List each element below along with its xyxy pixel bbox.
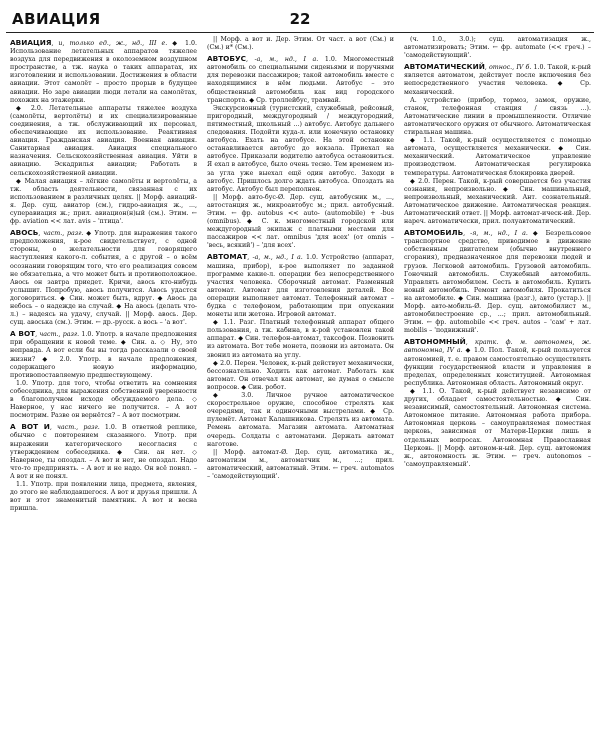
entry-paragraph [207,449,394,481]
entry-paragraph [10,105,197,178]
entry-text: ◆ Малая авиация – лёгкие самолёты и вертолёты, а тж. область деятельности, связанная с их использованием в различных целях. || Морф. авиаций-я. Дер. сущ. авиатор (см.), гидро-авиация ж., ..., суперавиация ж.; прил. авиацион(н)ый (см.). Этим. ← фр. aviation << лат. avis – 'птица'. [10,177,197,226]
entry-text: Экскурсионный (туристский, служебный, рейсовый, пригородный, междугородный / междугородний, пятиместный, школьный ...) автобус. Автобус дальнего следования. Подойти куда-л. или конечную остановку автобуса. Ехать на автобусе. На этой остановке останавливается автобус до вокзала. Приехал на автобусе. Приказали водителю автобуса остановиться. Я ехал в автобусе, было очень тесно. Тем временем из-за угла уже выехал ещё один автобус. Заходи в автобус. Пришлось долго ждать автобуса. Опоздать на автобус. Автобус был переполнен. [207,104,394,193]
entry-paragraph [404,97,591,137]
column-middle [207,36,394,746]
entry-grammar: , -я, м., нд., I а. [463,230,528,238]
page-header [6,6,594,33]
column-left [10,36,197,746]
running-head: АВИАЦИЯ [12,10,101,28]
column-right [404,36,591,746]
entry-grammar: , относ., IV б. [484,64,532,72]
entry-text: ◆ Безрельсовое транспортное средство, приводимое в движение собственным двигателем (обычно внутреннего сгорания), предназначенное для перевозки людей и грузов. Легковой автомобиль. Грузовой автомобиль. Гоночный автомобиль. Служебный автомобиль. Управлять автомобилем. Сесть в автомобиль. Купить новый автомобиль. Ремонт автомобиля. Прокатиться на автомобиле. ◆ Син. машина (разг.), авто (устар.). || Морф. авто-мобиль-Ø. Дер. сущ. автомобилист м., автомобилестроение ср., ...; прил. автомобильный. Этим. ← фр. automobile << греч. autos – 'сам' + лат. mobilis – 'подвижный'. [404,230,591,335]
entry-text: ◆ 2.0. Летательные аппараты тяжелее воздуха (самолёты, вертолёты) и их специализированные соединения, а тж. обслуживающий их персонал, обеспечивающие их использование. Реактивная авиация. Гражданская авиация. Военная авиация. Санитарная авиация. Авиация специального назначения. Сельскохозяйственная авиация. Уйти в авиацию. Эскадрилья авиации; Работать в сельскохозяйственной авиации. [10,104,197,177]
entry-paragraph [404,178,591,227]
entry-headword: А ВОТ И [10,422,50,432]
entry-text: 1.0. Употр. для того, чтобы ответить на сомнения собеседника, для выражения собственной уверенности в благополучном исходе обсуждаемого дела. ◇ Наверное, у нас ничего не получится. – А вот посмотрим. Разве он вернётся? – А вот посмотрим. [10,379,197,420]
dictionary-entry [10,423,197,481]
dictionary-entry [10,39,197,105]
dictionary-entry [10,229,197,327]
dictionary-entry [404,229,591,335]
entry-grammar: , -а, м., нд., I а. [247,254,303,262]
entry-paragraph [404,388,591,469]
entry-headword: АВТОМАТ [207,252,248,262]
entry-grammar: , част., разг. [38,230,84,238]
dictionary-entry [404,63,591,96]
entry-paragraph [10,481,197,513]
entry-paragraph [10,380,197,420]
entry-paragraph [207,36,394,52]
entry-paragraph [207,392,394,449]
entry-grammar: , част., разг. [49,424,100,432]
entry-text: (ч. 1.0., 3.0.); сущ. автоматизация ж., автоматизировать; Этим. ← фр. automate (<< греч.) – 'самодействующий'. [404,36,591,60]
dictionary-entry [10,330,197,380]
entry-headword: АВТОНОМНЫЙ [404,337,466,347]
dictionary-entry [404,338,591,388]
entry-text: ◆ 2.0. Перен. Такой, к-рый совершается без участия сознания, непроизвольно. ◆ Син. машинальный, непроизвольный, механический. Ант. сознательный. Автоматическое движение. Автоматическая реакция. Автоматический ответ. || Морф. автомат-ическ-ий. Дер. нареч. автоматически, прил. полуавтоматический. [404,177,591,226]
entry-paragraph [207,194,394,251]
entry-grammar: , част., разг. [35,331,80,339]
entry-text: 1.0. Многоместный автомобиль со специальными сиденьями и поручнями для перевозки пассажиров; такой автомобиль вместе с находящимися в нём людьми. Автобус – это общественный автомобиль как вид городского транспорта. ◆ Ср. троллейбус, трамвай. [207,56,394,104]
dictionary-entry [207,55,394,105]
entry-paragraph [207,319,394,359]
entry-text: ◆ 2.0. Перен. Человек, к-рый действует механически, бессознательно. Ходить как автомат. Работать как автомат. Он отвечал как автомат, не думая о смысле вопросов. ◆ Син. робот. [207,359,394,391]
entry-headword: АВТОМАТИЧЕСКИЙ [404,62,485,72]
entry-paragraph [404,36,591,60]
page-number: 22 [289,10,311,28]
entry-text: || Морф. а вот и. Дер. Этим. От част. а вот (См.) и (См.) и* (Cм.). [207,36,394,52]
entry-text: 1.0. Употр. в начале предложения при обращении к новой теме. ◆ Син. а. ◇ Ну, это неправда. А вот если бы вы тогда рассказали о своей жизни? ◆ 2.0. Употр. в начале предложения, содержащего новую информацию, противопоставляемую предшествующему. [10,331,197,379]
entry-text: ◆ 1.1. Такой, к-рый осуществляется с помощью автомата, осуществляется механически. ◆ Син. механический. Автоматическое управление производством. Автоматическая регулировка температуры. Автоматическая блокировка дверей. [404,137,591,177]
entry-headword: АВТОБУС [207,54,246,64]
entry-text: А. устройство (прибор, тормоз, замок, оружие, станок, телефонная станция / связь ...). Автоматические линии в промышленности. Отличие автоматического оружия от обычного. Автоматическая стиральная машина. [404,96,591,137]
entry-text: 1.0. Такой, к-рый является автоматом, действует после включения без непосредственного участия человека. ◆ Ср. механический. [404,64,591,96]
entry-grammar: , кратк. ф. м. автономен, ж. автономна, IV а. [404,339,591,355]
entry-paragraph [10,178,197,227]
text-columns [10,36,592,746]
entry-text: ◆ 1.0. Пол. Такой, к-рый пользуется автономией, т. е. правом самостоятельно осуществлять функции государственной власти и управления в пределах, определенных конституцией. Автономная республика. Автономная область. Автономный округ. [404,347,591,387]
entry-headword: АВИАЦИЯ [10,38,52,47]
entry-grammar: , и, только ед., ж., нд., III е. [51,40,168,47]
entry-text: ◆ 1.0. Использование летательных аппаратов тяжелее воздуха для передвижения в околоземном воздушном пространстве, а тж. наука о таких аппаратах, их изготовлении и использовании. Достижения в области авиации. Этот самолёт – просто прорыв в будущее авиации. Но заре авиации люди летали на самолётах, похожих на этажерки. [10,40,197,104]
dictionary-entry [207,253,394,319]
entry-text: ◆ 1.1. О. Такой, к-рый действует независимо от других, обладает самостоятельностью. ◆ Син. независимый, самостоятельный. Автономная система. Автономное питание. Автономная работа прибора. Автономная церковь – самоуправляемая поместная церковь, зависимая от Матери-Церкви лишь в отдельных вопросах. Автономная Православная Церковь. || Морф. автоном-н-ый. Дер. сущ. автономия ж., автономность ж. Этим. ← греч. autonomos – 'самоуправляемый'. [404,387,591,468]
entry-text: 1.1. Употр. при появлении лица, предмета, явления, до этого не наблюдавшегося. А вот и друзья пришли. А вот и этот знаменитый памятник. А вот и весна пришла. [10,480,197,513]
entry-headword: А ВОТ [10,329,36,339]
entry-paragraph [207,360,394,392]
entry-text: || Морф. авто-бус-Ø. Дер. сущ. автобусник м., ..., автостанция ж., микроавтобус м.; прил. автобусный. Этим. ← фр. autobus << auto- (automobile) + -bus (omnibus). ◆ С. к. многоместный городской или междугородный экипаж с платными местами для пассажиров << лат. omnibus 'для всех' (от omnis – 'весь, всякий') – 'для всех'. [207,193,394,250]
entry-text: ◆ 1.1. Разг. Платный телефонный аппарат общего пользования, а тж. кабина, в к-рой установлен такой аппарат. ◆ Син. телефон-автомат, таксофон. Позвонить из автомата. Вот тебе монета, позвони из автомата. Он звонил из автомата на углу. [207,319,394,359]
entry-paragraph [404,137,591,177]
entry-text: 1.0. Устройство (аппарат, машина, прибор), к-рое выполняет по заданной программе какие-л. операции без непосредственного участия человека. Сборочный автомат. Разменный автомат. Автомат для изготовления деталей. Все операции выполняет автомат. Телефонный автомат – будка с телефоном, работающим при опускании монеты или жетона. Игровой автомат. [207,254,394,319]
entry-text: ◆ 3.0. Личное ручное автоматическое скорострельное оружие, способное стрелять как очередями, так и одиночными выстрелами. ◆ Ср. пулемёт. Автомат Калашникова. Стрелять из автомата. Ремень автомата. Магазин автомата. Автоматная очередь. Солдаты с автоматами. Держать автомат наготове. [207,392,394,448]
entry-text: ◆ Употр. для выражения такого предположения, к-рое свидетельствует, с одной стороны, о желательности для говорящего наступления какого-л. события, а с другой – о всём осознании говорящим того, что его реализация совсем не обязательна, а что может быть и противоположное. Авось он завтра приедет. Кричи, авось кто-нибудь услышит. Попробую, авось получится. Авось удастся договориться. ◆ Син. может быть, вдруг. ◆ Авось да небось – о надежде на случай. ◆ На авось (делать что-л.) – надеясь на удачу, случай. || Морф. авось. Дер. сущ. авоська (см.). Этим. ← др.-русск. а вось – 'а вот'. [10,230,197,327]
entry-text: 1.0. В ответной реплике, обычно с повторением сказанного. Употр. при выражении категорического несогласия с утверждением собеседника. ◆ Син. ан нет. ◇ Наверное, ты опоздал. – А вот и нет, не опоздал. Надо что-то предпринять. – А вот и не надо. Он всё понял. – А вот и не понял. [10,424,197,480]
entry-text: || Морф. автомат-Ø. Дер. сущ. автоматика ж., автоматизм м., автоматчик м., ...; прил. автоматический, автоматный. Этим. ← греч. automatos – 'самодействующий'. [207,448,394,480]
entry-headword: АВОСЬ [10,228,39,238]
entry-grammar: , -а, м., нд., I а. [245,56,319,64]
entry-paragraph [207,105,394,194]
entry-headword: АВТОМОБИЛЬ [404,228,464,238]
